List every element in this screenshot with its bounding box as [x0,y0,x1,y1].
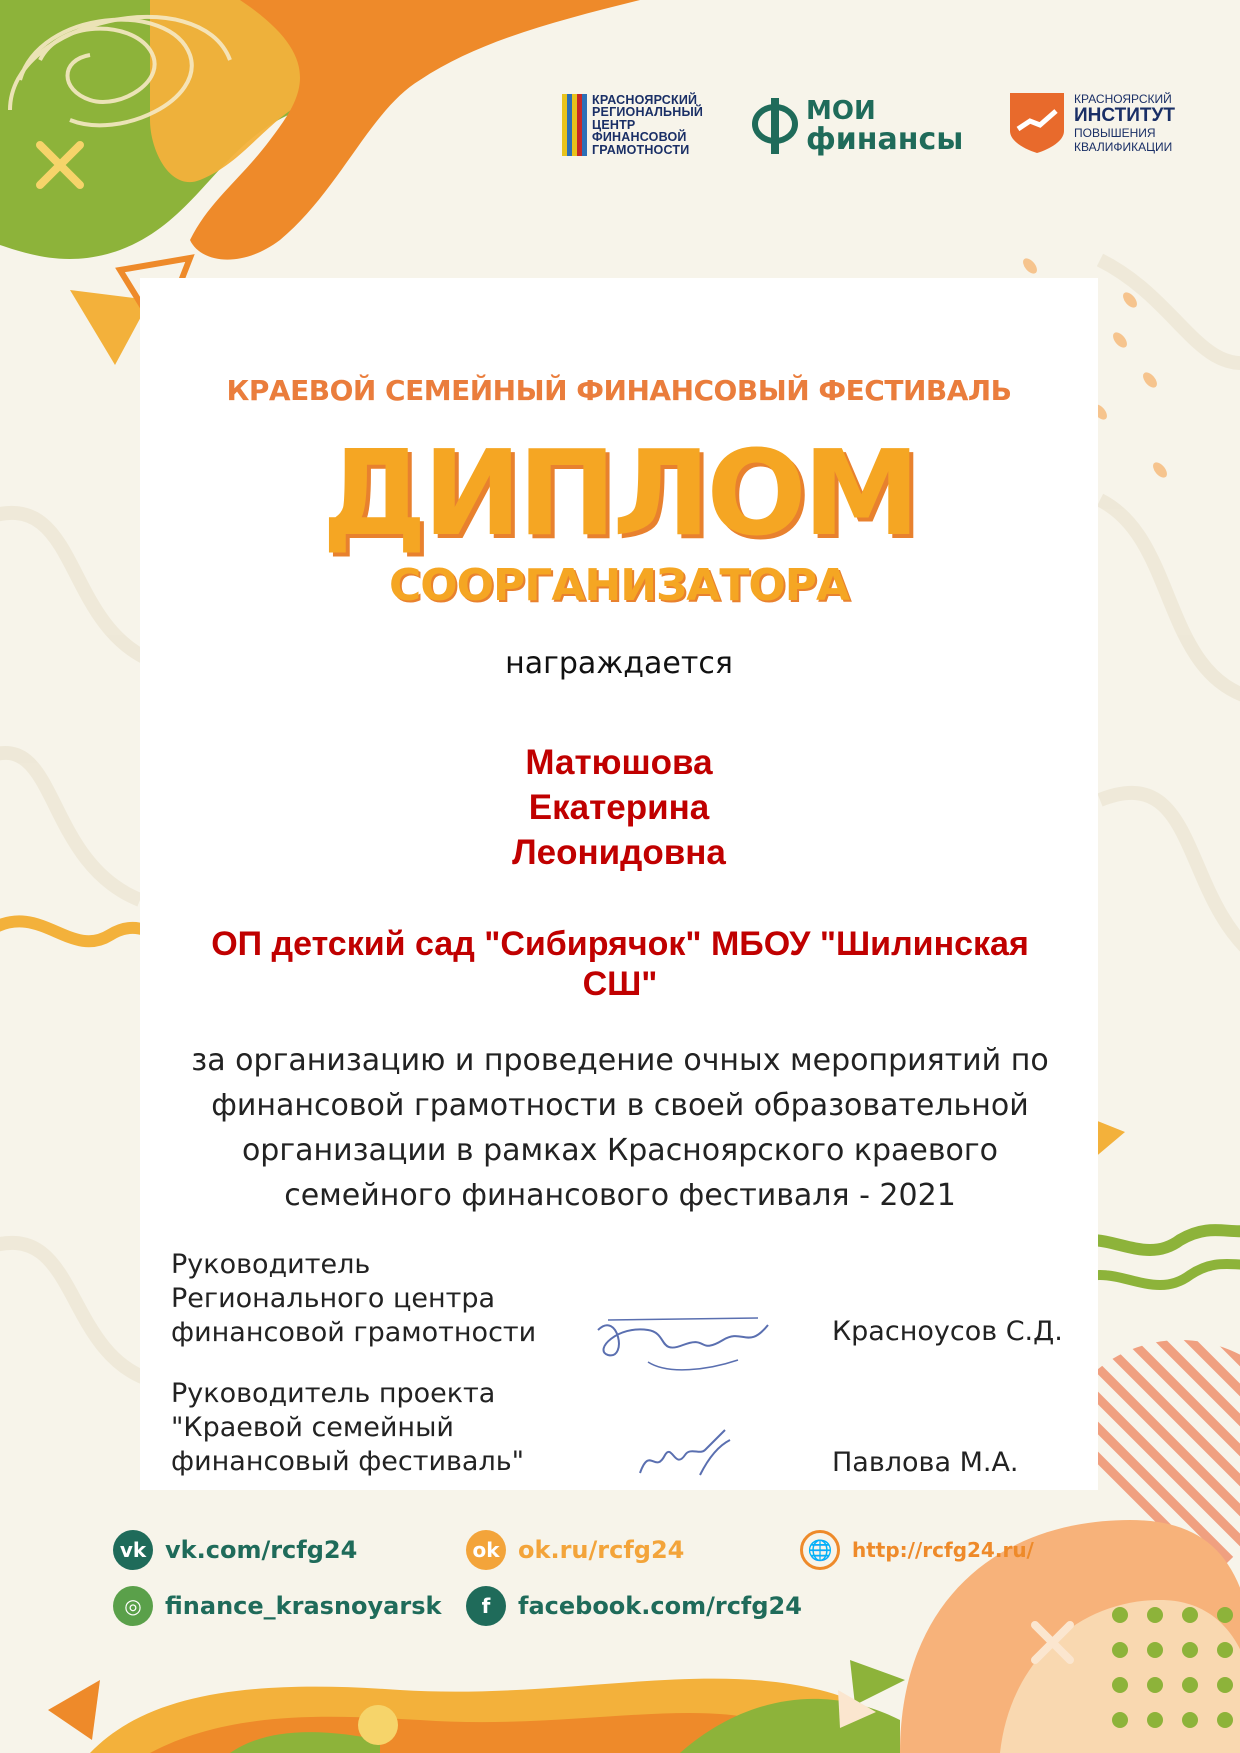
odnoklassniki-icon: ok [466,1530,506,1570]
logo-line: ПОВЫШЕНИЯ [1074,126,1156,140]
diploma-title: ДИПЛОМ [321,424,917,562]
reason-line: организации в рамках Красноярского краевого [241,1133,999,1168]
role-line: Руководитель [171,1249,371,1280]
awarded-label: награждается [505,646,733,681]
role-line: финансовой грамотности [171,1317,537,1348]
signature-2 [630,1425,740,1485]
signatory-name-2: Павлова М.А. [832,1447,1019,1478]
globe-icon: 🌐 [800,1530,840,1570]
instagram-link[interactable]: finance_krasnoyarsk [165,1592,442,1620]
institute-shield-icon [1010,93,1064,153]
instagram-icon: ◎ [113,1586,153,1626]
logo-line: КРАСНОЯРСКИЙ [1074,92,1172,106]
logo-line: КРАСНОЯРСКИЙ [592,93,698,107]
logo-line: РЕГИОНАЛЬНЫЙ [592,105,704,120]
signature-1 [588,1300,778,1380]
site-link[interactable]: http://rcfg24.ru/ [852,1538,1034,1562]
vk-icon: vk [113,1530,153,1570]
organization-line: ОП детский сад "Сибирячок" МБОУ "Шилинская [211,925,1029,963]
recipient-name [140,740,1098,875]
social-site[interactable] [800,1530,1034,1570]
role-line: Регионального центра [171,1283,496,1314]
logo-institute [1010,90,1175,156]
logo-line: ФИНАНСОВОЙ [592,130,687,145]
reason-line: семейного финансового фестиваля - 2021 [284,1178,956,1213]
role-line: "Краевой семейный [171,1412,454,1443]
logo-regional-center [562,94,703,156]
role-line: Руководитель проекта [171,1378,496,1409]
logo-moi-finansy [750,92,963,162]
festival-title: КРАЕВОЙ СЕМЕЙНЫЙ ФИНАНСОВЫЙ ФЕСТИВАЛЬ [226,374,1012,407]
ok-link[interactable]: ok.ru/rcfg24 [518,1536,685,1564]
facebook-link[interactable]: facebook.com/rcfg24 [518,1592,802,1620]
award-reason [170,1038,1070,1218]
signatory-role-2 [171,1377,524,1479]
logo-line: ЦЕНТР [592,117,636,132]
organization-line: СШ" [582,965,658,1003]
social-vk[interactable] [113,1530,357,1570]
recipient-patronymic: Леонидовна [512,833,726,872]
social-ok[interactable] [466,1530,684,1570]
organization-name [150,924,1090,1004]
recipient-first-name: Екатерина [528,788,710,827]
social-instagram[interactable] [113,1586,441,1626]
role-line: финансовый фестиваль" [171,1446,525,1477]
phi-logo-icon [750,96,800,158]
signatory-role-1 [171,1248,536,1350]
social-facebook[interactable] [466,1586,802,1626]
reason-line: за организацию и проведение очных мероприятий по [191,1043,1049,1078]
facebook-icon: f [466,1586,506,1626]
logo-finansy: финансы [806,122,964,157]
logo-line: ГРАМОТНОСТИ [592,142,690,157]
diploma-subtitle: СООРГАНИЗАТОРА [388,560,850,611]
reason-line: финансовой грамотности в своей образовательной [211,1088,1029,1123]
signatory-name-1: Красноусов С.Д. [832,1316,1063,1347]
logo-moi: МОИ [806,96,876,126]
vk-link[interactable]: vk.com/rcfg24 [165,1536,358,1564]
flag-stripes-icon [562,94,588,156]
logo-line: ИНСТИТУТ [1074,105,1175,126]
logo-line: КВАЛИФИКАЦИИ [1074,140,1173,154]
recipient-surname: Матюшова [525,743,713,782]
